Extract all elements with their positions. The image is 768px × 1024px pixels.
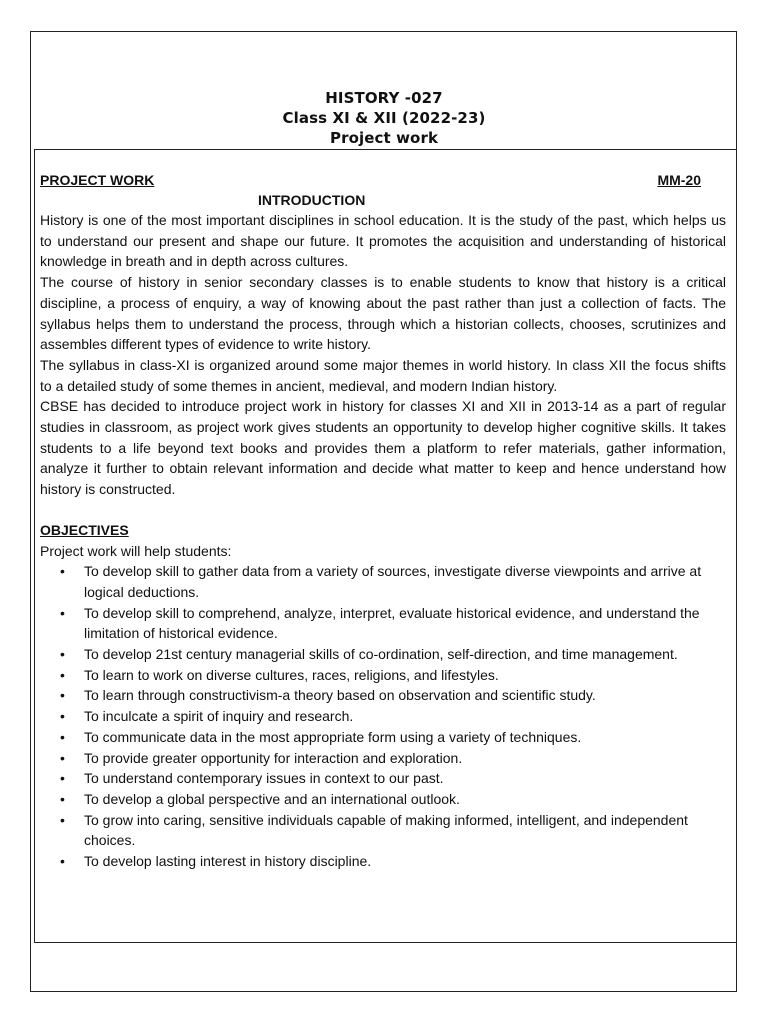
subject-code-title: HISTORY -027 xyxy=(325,89,443,107)
intro-paragraph: History is one of the most important disciplines in school education. It is the study of the past, which helps us to understand our present and shape our future. It promotes the acquisition and understanding of historical knowledge in breath and in depth across cultures. xyxy=(40,212,726,270)
document-header xyxy=(0,88,768,148)
objective-text: To learn through constructivism-a theory based on observation and scientific study. xyxy=(84,687,596,704)
bullet-icon: • xyxy=(60,708,65,725)
project-work-label: PROJECT WORK xyxy=(40,172,155,188)
objective-item xyxy=(40,851,726,872)
intro-paragraph: The syllabus in class-XI is organized around some major themes in world history. In class XII the focus shifts to a detailed study of some themes in ancient, medieval, and modern Indian history. xyxy=(40,356,726,394)
objective-item xyxy=(40,561,726,602)
objectives-heading: OBJECTIVES xyxy=(40,521,129,538)
objective-text: To inculcate a spirit of inquiry and research. xyxy=(84,708,354,725)
objective-text: To grow into caring, sensitive individuals capable of making informed, intelligent, and independent choices. xyxy=(84,811,688,849)
objective-text: To develop skill to comprehend, analyze, interpret, evaluate historical evidence, and understand the limitation of historical evidence. xyxy=(84,604,700,642)
bullet-icon: • xyxy=(60,811,65,828)
section-title: Project work xyxy=(329,129,439,147)
objectives-lead: Project work will help students: xyxy=(40,542,232,559)
bullet-icon: • xyxy=(60,853,65,870)
intro-paragraph: CBSE has decided to introduce project work in history for classes XI and XII in 2013-14 as a part of regular studies in classroom, as project work gives students an opportunity to develop higher cognitive skills. It takes students to a life beyond text books and provides them a platform to refer materials, gather information, analyze it further to obtain relevant information and decide what matter to keep and hence understand how history is constructed. xyxy=(40,398,726,498)
bullet-icon: • xyxy=(60,604,65,621)
objective-item xyxy=(40,789,726,810)
introduction-heading: INTRODUCTION xyxy=(258,192,366,208)
objective-text: To learn to work on diverse cultures, races, religions, and lifestyles. xyxy=(84,666,499,683)
content-body xyxy=(40,170,726,872)
objective-text: To develop skill to gather data from a variety of sources, investigate diverse viewpoints and arrive at logical deductions. xyxy=(84,563,702,600)
section-spacer xyxy=(40,500,726,520)
max-marks-label: MM-20 xyxy=(657,172,701,188)
objective-text: To understand contemporary issues in context to our past. xyxy=(84,770,444,787)
objective-text: To communicate data in the most appropriate form using a variety of techniques. xyxy=(84,728,582,745)
objective-text: To develop a global perspective and an international outlook. xyxy=(84,790,460,807)
bullet-icon: • xyxy=(60,687,65,704)
bullet-icon: • xyxy=(60,749,65,766)
class-session-title: Class XI & XII (2022-23) xyxy=(282,109,486,127)
intro-paragraph: The course of history in senior secondary classes is to enable students to know that history is a critical discipline, a process of enquiry, a way of knowing about the past rather than just a collection of facts. The syllabus helps them to understand the process, through which a historian collects, chooses, scrutinizes and assembles different types of evidence to write history. xyxy=(40,274,726,353)
objective-text: To develop lasting interest in history discipline. xyxy=(84,853,372,870)
objective-item xyxy=(40,727,726,748)
objective-text: To develop 21st century managerial skills of co-ordination, self-direction, and time management. xyxy=(84,646,678,663)
bullet-icon: • xyxy=(60,790,65,807)
project-work-row xyxy=(40,170,726,190)
bullet-icon: • xyxy=(60,666,65,683)
objective-item xyxy=(40,768,726,789)
objective-item xyxy=(40,706,726,727)
bullet-icon: • xyxy=(60,770,65,787)
objective-item xyxy=(40,665,726,686)
objective-item xyxy=(40,810,726,851)
objectives-list xyxy=(40,561,726,872)
objective-item xyxy=(40,603,726,644)
bullet-icon: • xyxy=(60,728,65,745)
objective-item xyxy=(40,685,726,706)
bullet-icon: • xyxy=(60,563,65,580)
objective-item xyxy=(40,748,726,769)
objective-text: To provide greater opportunity for interaction and exploration. xyxy=(84,749,463,766)
bullet-icon: • xyxy=(60,646,65,663)
objective-item xyxy=(40,644,726,665)
